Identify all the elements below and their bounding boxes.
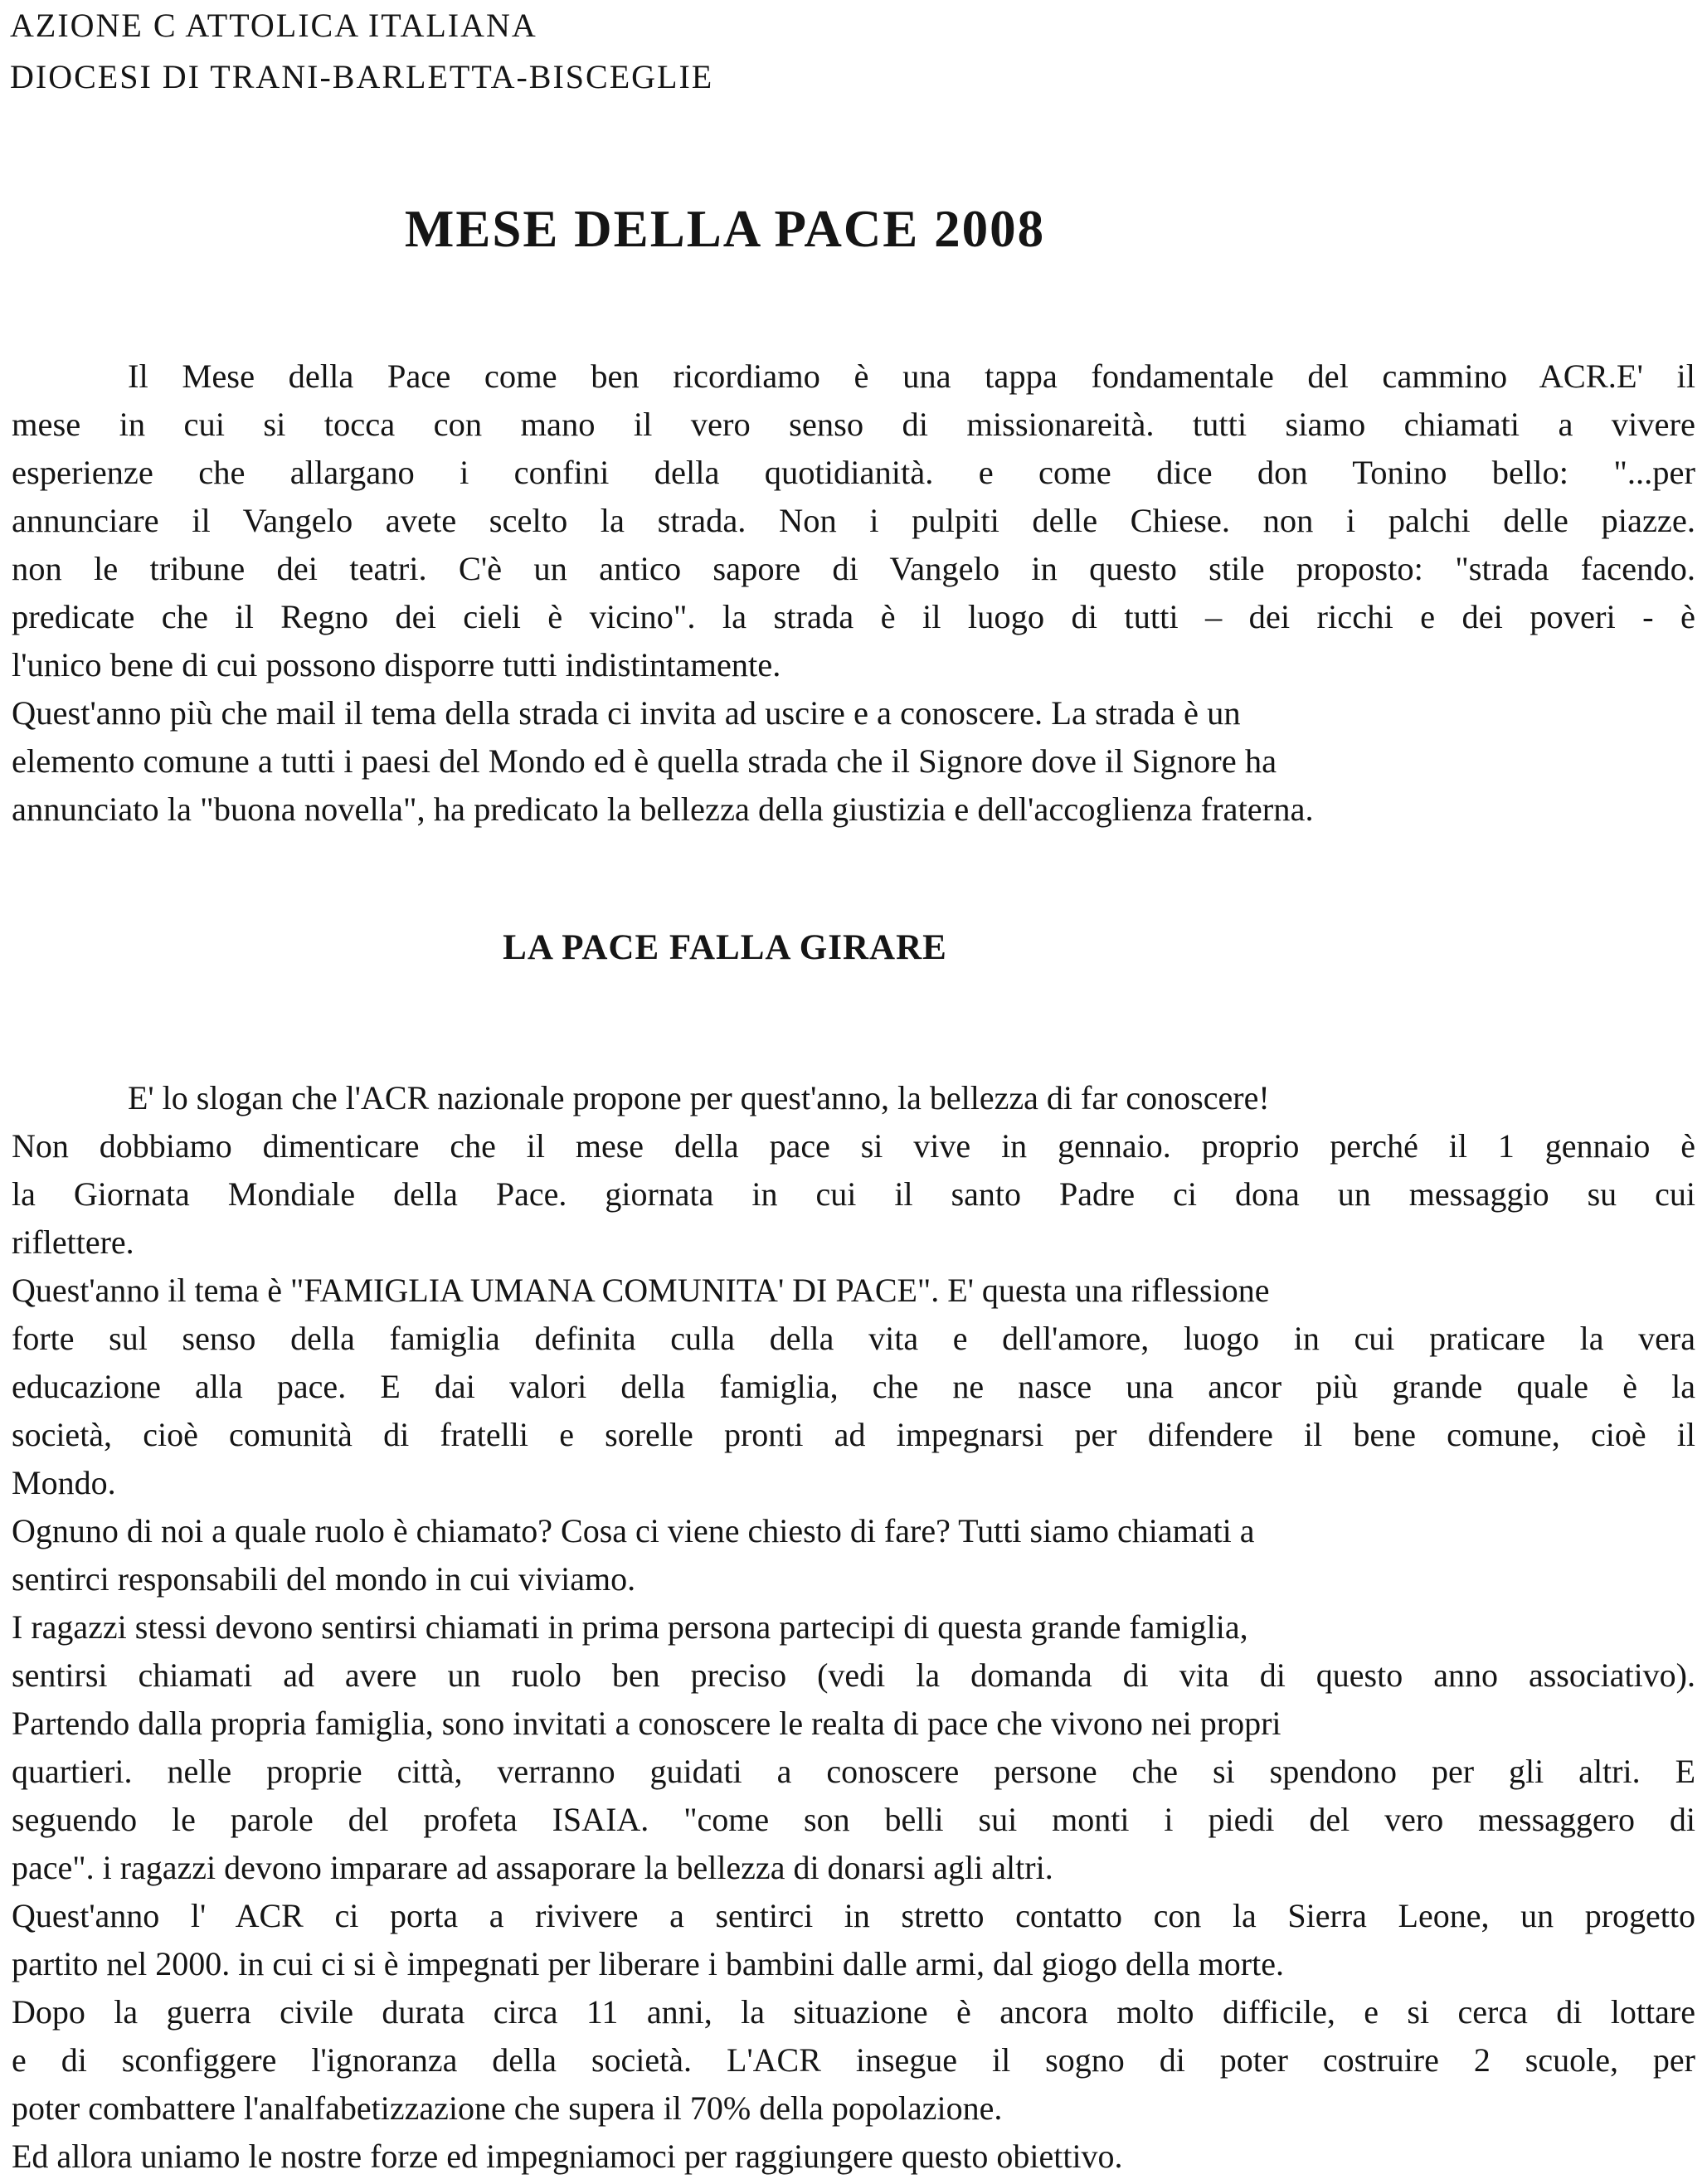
- text-line: annunciato la "buona novella", ha predicato la bellezza della giustizia e dell'accoglienza fraterna.: [12, 790, 1314, 828]
- text-line: Partendo dalla propria famiglia, sono invitati a conoscere le realta di pace che vivono nei propri: [12, 1705, 1281, 1742]
- text-line: elemento comune a tutti i paesi del Mondo ed è quella strada che il Signore dove il Signore ha: [12, 742, 1277, 780]
- text-line: sentirci responsabili del mondo in cui viviamo.: [12, 1560, 636, 1598]
- text-line: la Giornata Mondiale della Pace. giornata in cui il santo Padre ci dona un messaggio su cui: [12, 1175, 1695, 1213]
- text-line: Dopo la guerra civile durata circa 11 anni, la situazione è ancora molto difficile, e si cerca di lottare: [12, 1993, 1695, 2031]
- text-line: Quest'anno l' ACR ci porta a rivivere a sentirci in stretto contatto con la Sierra Leone, un progetto: [12, 1897, 1695, 1934]
- header-organization: AZIONE C ATTOLICA ITALIANA: [10, 7, 537, 44]
- text-line: forte sul senso della famiglia definita culla della vita e dell'amore, luogo in cui praticare la vera: [12, 1320, 1695, 1357]
- text-line: poter combattere l'analfabetizzazione che supera il 70% della popolazione.: [12, 2089, 1003, 2127]
- text-line: E' lo slogan che l'ACR nazionale propone per quest'anno, la bellezza di far conoscere!: [128, 1079, 1270, 1116]
- header-diocese: DIOCESI DI TRANI-BARLETTA-BISCEGLIE: [10, 58, 714, 95]
- text-line: partito nel 2000. in cui ci si è impegnati per liberare i bambini dalle armi, dal giogo della morte.: [12, 1945, 1284, 1982]
- text-line: annunciare il Vangelo avete scelto la strada. Non i pulpiti delle Chiese. non i palchi delle piazze.: [12, 502, 1695, 539]
- text-line: seguendo le parole del profeta ISAIA. "come son belli sui monti i piedi del vero messaggero di: [12, 1801, 1695, 1838]
- text-line: esperienze che allargano i confini della quotidianità. e come dice don Tonino bello: "...per: [12, 454, 1695, 491]
- text-line: l'unico bene di cui possono disporre tutti indistintamente.: [12, 646, 781, 683]
- text-line: Quest'anno più che mail il tema della strada ci invita ad uscire e a conoscere. La strada è un: [12, 694, 1241, 732]
- text-line: quartieri. nelle proprie città, verranno guidati a conoscere persone che si spendono per gli altri. E: [12, 1753, 1695, 1790]
- text-line: predicate che il Regno dei cieli è vicino". la strada è il luogo di tutti – dei ricchi e dei poveri - è: [12, 598, 1695, 635]
- text-line: e di sconfiggere l'ignoranza della società. L'ACR insegue il sogno di poter costruire 2 scuole, per: [12, 2041, 1695, 2079]
- text-line: pace". i ragazzi devono imparare ad assaporare la bellezza di donarsi agli altri.: [12, 1849, 1053, 1886]
- text-line: sentirsi chiamati ad avere un ruolo ben preciso (vedi la domanda di vita di questo anno associativo).: [12, 1656, 1695, 1694]
- text-line: società, cioè comunità di fratelli e sorelle pronti ad impegnarsi per difendere il bene comune, cioè il: [12, 1416, 1695, 1453]
- text-line: Il Mese della Pace come ben ricordiamo è una tappa fondamentale del cammino ACR.E' il: [128, 358, 1695, 395]
- text-line: I ragazzi stessi devono sentirsi chiamati in prima persona partecipi di questa grande famiglia,: [12, 1608, 1248, 1646]
- text-line: mese in cui si tocca con mano il vero senso di missionareità. tutti siamo chiamati a vivere: [12, 406, 1695, 443]
- text-line: educazione alla pace. E dai valori della famiglia, che ne nasce una ancor più grande quale è la: [12, 1368, 1695, 1405]
- text-line: Non dobbiamo dimenticare che il mese della pace si vive in gennaio. proprio perché il 1 gennaio è: [12, 1127, 1695, 1165]
- text-line: riflettere.: [12, 1223, 134, 1261]
- text-line: Mondo.: [12, 1464, 116, 1501]
- text-line: Ed allora uniamo le nostre forze ed impegniamoci per raggiungere questo obiettivo.: [12, 2138, 1123, 2175]
- text-line: Quest'anno il tema è "FAMIGLIA UMANA COMUNITA' DI PACE". E' questa una riflessione: [12, 1272, 1270, 1309]
- text-line: Ognuno di noi a quale ruolo è chiamato? Cosa ci viene chiesto di fare? Tutti siamo chiamati a: [12, 1512, 1255, 1549]
- section-title: LA PACE FALLA GIRARE: [503, 928, 947, 967]
- document-title: MESE DELLA PACE 2008: [404, 200, 1046, 258]
- text-line: non le tribune dei teatri. C'è un antico sapore di Vangelo in questo stile proposto: "strada facendo.: [12, 550, 1695, 587]
